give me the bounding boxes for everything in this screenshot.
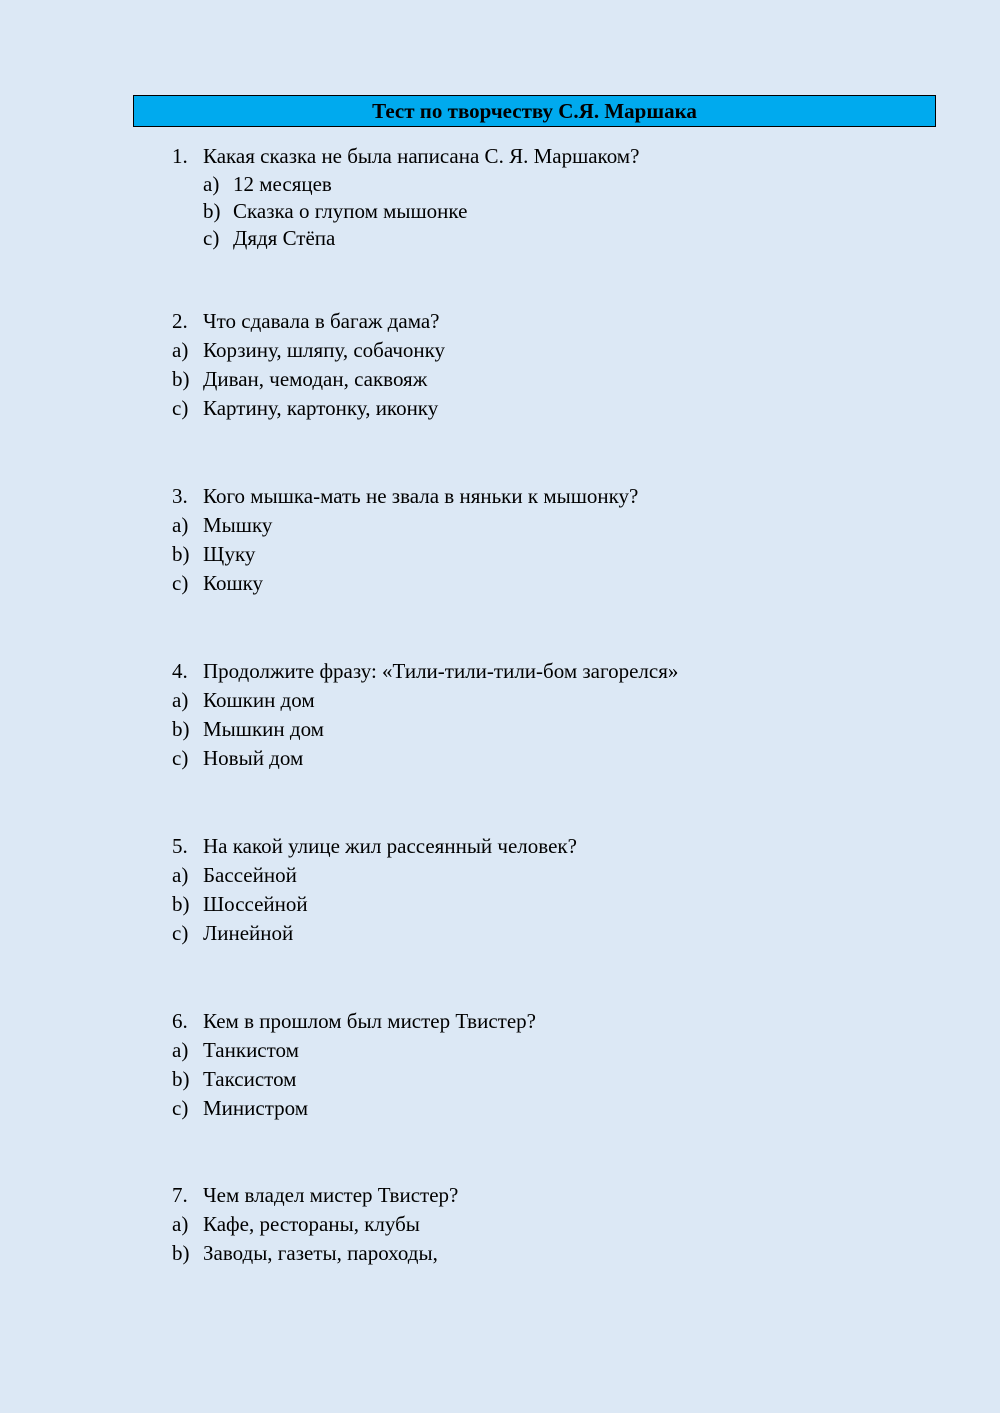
option-letter: c) (172, 396, 189, 420)
option-text: Щуку (203, 542, 256, 566)
question-number: 2. (172, 309, 188, 333)
option-letter: b) (172, 892, 190, 916)
option-text: Бассейной (203, 863, 297, 887)
option-text: Линейной (203, 921, 294, 945)
question-text: Продолжите фразу: «Тили-тили-тили-бом загорелся» (203, 659, 679, 683)
question-text: Какая сказка не была написана С. Я. Маршаком? (203, 144, 640, 168)
option-text: Танкистом (203, 1038, 299, 1062)
option-letter: a) (172, 1038, 189, 1062)
option-text: 12 месяцев (233, 172, 332, 196)
option-letter: a) (172, 1212, 189, 1236)
option-text: Сказка о глупом мышонке (233, 199, 468, 223)
option-text: Корзину, шляпу, собачонку (203, 338, 446, 362)
option-text: Мышкин дом (203, 717, 324, 741)
question-number: 5. (172, 834, 188, 858)
option-letter: c) (203, 226, 220, 250)
option-letter: c) (172, 921, 189, 945)
option-text: Новый дом (203, 746, 304, 770)
option-letter: c) (172, 746, 189, 770)
question-text: Чем владел мистер Твистер? (203, 1183, 459, 1207)
option-letter: c) (172, 571, 189, 595)
option-letter: b) (172, 1067, 190, 1091)
option-text: Кошку (203, 571, 264, 595)
option-text: Мышку (203, 513, 273, 537)
question-number: 3. (172, 484, 188, 508)
option-letter: a) (172, 513, 189, 537)
option-letter: b) (203, 199, 221, 223)
option-text: Картину, картонку, иконку (203, 396, 439, 420)
option-letter: a) (172, 863, 189, 887)
option-text: Шоссейной (203, 892, 308, 916)
question-text: Кем в прошлом был мистер Твистер? (203, 1009, 536, 1033)
option-text: Кошкин дом (203, 688, 315, 712)
question-text: Кого мышка-мать не звала в няньки к мышонку? (203, 484, 639, 508)
option-text: Заводы, газеты, пароходы, (203, 1241, 438, 1265)
question-number: 1. (172, 144, 188, 168)
option-letter: b) (172, 1241, 190, 1265)
page-title: Тест по творчеству С.Я. Маршака (133, 95, 936, 127)
option-letter: b) (172, 367, 190, 391)
question-number: 6. (172, 1009, 188, 1033)
option-text: Дядя Стёпа (233, 226, 336, 250)
option-letter: c) (172, 1096, 189, 1120)
question-number: 7. (172, 1183, 188, 1207)
question-text: На какой улице жил рассеянный человек? (203, 834, 577, 858)
option-text: Диван, чемодан, саквояж (203, 367, 428, 391)
question-text: Что сдавала в багаж дама? (203, 309, 440, 333)
option-letter: b) (172, 717, 190, 741)
option-letter: a) (203, 172, 220, 196)
option-letter: a) (172, 688, 189, 712)
option-text: Кафе, рестораны, клубы (203, 1212, 420, 1236)
question-number: 4. (172, 659, 188, 683)
option-text: Министром (203, 1096, 309, 1120)
option-text: Таксистом (203, 1067, 297, 1091)
option-letter: a) (172, 338, 189, 362)
option-letter: b) (172, 542, 190, 566)
